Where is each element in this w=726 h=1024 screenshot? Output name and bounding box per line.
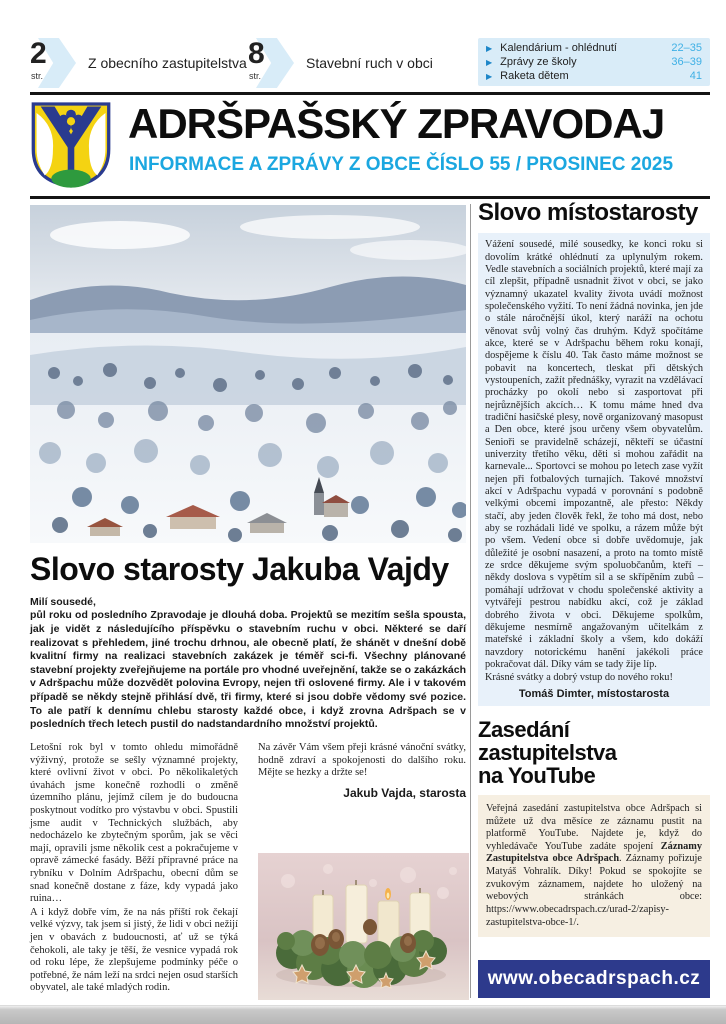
youtube-title-line2: na YouTube bbox=[478, 762, 596, 788]
deputy-signature: Tomáš Dimter, místostarosta bbox=[518, 687, 670, 700]
article-column-1 bbox=[30, 742, 238, 1000]
index-label: Kalendárium - ohlédnutí bbox=[500, 42, 617, 54]
youtube-title-line1: Zasedání zastupitelstva bbox=[478, 716, 617, 765]
mayor-signature: Jakub Vajda, starosta bbox=[343, 785, 466, 800]
youtube-article-title bbox=[478, 718, 710, 787]
article-body-columns bbox=[30, 742, 466, 1000]
website-url: www.obecadrspach.cz bbox=[487, 968, 701, 989]
advent-wreath-photo bbox=[258, 853, 469, 1000]
nav-item-label: Stavební ruch v obci bbox=[306, 55, 433, 71]
municipal-coat-of-arms bbox=[30, 101, 112, 189]
main-column bbox=[30, 205, 466, 1000]
page-unit: str. bbox=[31, 71, 44, 81]
index-label: Zprávy ze školy bbox=[500, 56, 577, 68]
page-number: 8 bbox=[248, 37, 265, 70]
deputy-article-title: Slovo místostarosty bbox=[478, 199, 698, 226]
sidebar-column bbox=[478, 200, 710, 998]
winter-landscape-photo bbox=[30, 205, 466, 543]
lead-salutation: Milí sousedé, bbox=[30, 595, 96, 608]
body-paragraph: Vážení sousedé, milé sousedky, ke konci roku si dovolím krátké ohlédnutí za uplynulým rokem. Vedle stavebních a sociálních projektů, které mají za cíl zlepšit, případně usnadnit život v obci, se jako významný ukazatel kvality života uvádí možnost společenského vyžití. To není žádná novinka, jen jde o stále náročnější úkol, který naráží na ochotu věnovat svůj volný čas druhým. Když spočítáme akce, které se v Adršpachu během roku konají, dospějeme k číslu 40. Tak často máme možnost se pobavit na koncertech, tleskat při dětských vystoupeních, zažít přednášky, vyrazit na vzdělávací procházky po okolí nebo si zasportovat při nejrůznějších akcích… K tomu máme hned dva tradiční hasičské plesy, nově organizovaný masopust a Den obce, které jsou určeny všem obyvatelům. Senioři se pravidelně scházejí, někteří se účastní univerzity třetího věku, děti si mohou zařádit na karnevale... Sportovci se mohou po letech zase vyžít nejen při fotbalových turnajích. Takové množství akcí v Adršpachu vypadá v porovnání s podobně velkými obcemi impozantně, ale přesto: Někdy stačí, aby jeden člověk řekl, že toho má dost, nebo aby se rozhádali lidé ve spolku, a rázem může být po všem. Vedení obce si dobře uvědomuje, jak důležité je osobní nasazení, a proto na tomto místě ze srdce děkujeme svým spoluobčanům, kteří – někdy doslova s vypětím sil a se skřípěním zubů – pomáhají udržovat v chodu společenské aktivity a vytvářejí pestrou nabídku akcí, což je základ dobrého života v obci. Děkujeme spolkům, děkujeme nesmírně angažovaným učitelkám z mateřské i základní školy a všem, kdo dokáží navzdory notorickému hanění jakékoli práce pokračovat dál. Díky vám se tady žije líp. bbox=[485, 239, 703, 670]
index-label: Raketa dětem bbox=[500, 70, 569, 82]
body-paragraph: A i když dobře vím, že na nás příští rok čekají velké výzvy, tak jsem si jistý, že lidi v obci nežijí jen v obavách z budoucnosti, ať už se týká čehokoli, ale taky je těší, že vesnice vypadá rok od roku lépe, že zlepšujeme podmínky péče o potřebné, že nám leží na srdci nejen osud starších obyvatel, ale také mladých rodin. bbox=[30, 906, 238, 994]
triangle-bullet-icon: ▶ bbox=[486, 71, 493, 81]
page-number-badge bbox=[30, 38, 76, 88]
top-nav bbox=[30, 38, 710, 88]
youtube-body-part2: . Záznamy pořizuje Matyáš Vohralík. Díky! Pokud se spokojíte se zvukovým záznamem, najdete ho uložený na webových stránkách obce: https://www.obecadrspach.cz/urad-2/zapisy-zastupitelstva-obce-1/. bbox=[486, 853, 702, 928]
index-pages: 41 bbox=[689, 70, 702, 82]
page-number: 2 bbox=[30, 37, 47, 70]
municipal-website-link[interactable] bbox=[478, 960, 710, 998]
body-paragraph: Letošní rok byl v tomto ohledu mimořádně výživný, protože se sešly významné projekty, které ovlivní život v obci. Po několikaletých úvahách jsme konečně rozhodli o změně územního plánu, jejímž cílem je do budoucna poskytnout vodítko pro výstavbu v obci. Spustili jsme audit v Technických službách, aby nedocházelo ke zbytečným sporům, jak se věci mají, opravili jsme několik cest a pokračujeme v opravě zámecké fasády. Běží přípravné práce na rybníku v Dolním Adršpachu, obecní dům se snad konečně dostane z fáze, kdy vypadá jako ruina… bbox=[30, 742, 238, 905]
youtube-article-body-box bbox=[478, 795, 710, 938]
lead-text: půl roku od posledního Zpravodaje je dlouhá doba. Projektů se mezitím sešla spousta, jak je vidět z následujícího příspěvku o stavebním ruchu v obci. Některé se daří realizovat s přehledem, jiné trochu drhnou, ale obecně platí, že shánět v dnešní době kvalitní firmy na realizaci stavebních zakázek je téměř sci-fi. Všechny plánované stavební projekty zveřejňujeme na portále pro vhodné uveřejnění, takže se o zakázkách v Adršpachu může dozvědět polovina Evropy, nejen tři oslovené firmy. Ale i v takovém případě se někdy stejně přihlásí dvě, tři firmy, které si jsou dobře vědomy své pozice. To ale patří k dennímu chlebu starosty každé obce, i když zrovna Adršpach se v posledních třech letech pustil do nadstandardního množství projektů. bbox=[30, 609, 466, 731]
index-pages: 22–35 bbox=[671, 42, 702, 54]
newsletter-title: ADRŠPAŠSKÝ ZPRAVODAJ bbox=[128, 100, 665, 147]
index-row[interactable] bbox=[486, 71, 702, 82]
index-row[interactable] bbox=[486, 43, 702, 54]
top-nav-item-1 bbox=[30, 38, 247, 88]
divider bbox=[30, 92, 710, 95]
newsletter-subtitle: INFORMACE A ZPRÁVY Z OBCE ČÍSLO 55 / PROSINEC 2025 bbox=[129, 154, 674, 175]
triangle-bullet-icon: ▶ bbox=[486, 43, 493, 53]
contents-index-box bbox=[478, 38, 710, 86]
youtube-search-phrase: Záznamy Zastupitelstva obce Adršpach bbox=[486, 840, 702, 865]
body-paragraph bbox=[486, 803, 702, 930]
index-row[interactable] bbox=[486, 57, 702, 68]
viewer-bottom-bar bbox=[0, 1005, 726, 1024]
index-pages: 36–39 bbox=[671, 56, 702, 68]
closing-line: Krásné svátky a dobrý vstup do nového roku! bbox=[485, 672, 673, 684]
column-divider bbox=[470, 204, 471, 998]
triangle-bullet-icon: ▶ bbox=[486, 57, 493, 67]
deputy-article-body-box bbox=[478, 233, 710, 705]
top-nav-item-2 bbox=[248, 38, 433, 88]
youtube-body-part1: Veřejná zasedání zastupitelstva obce Adršpach si můžete už dva měsíce ze záznamu pustit na platformě YouTube. Najdete je, když do vyhledávače YouTube zadáte spojení bbox=[486, 802, 702, 852]
article-column-2 bbox=[258, 742, 466, 1000]
main-article-lead bbox=[30, 596, 466, 732]
body-paragraph: Na závěr Vám všem přeji krásné vánoční svátky, hodně zdraví a spokojenosti do dalšího roku. Mějte se hezky a držte se! bbox=[258, 742, 466, 779]
page-number-badge bbox=[248, 38, 294, 88]
page-unit: str. bbox=[249, 71, 262, 81]
main-article-title: Slovo starosty Jakuba Vajdy bbox=[30, 551, 449, 587]
nav-item-label: Z obecního zastupitelstva bbox=[88, 55, 247, 71]
